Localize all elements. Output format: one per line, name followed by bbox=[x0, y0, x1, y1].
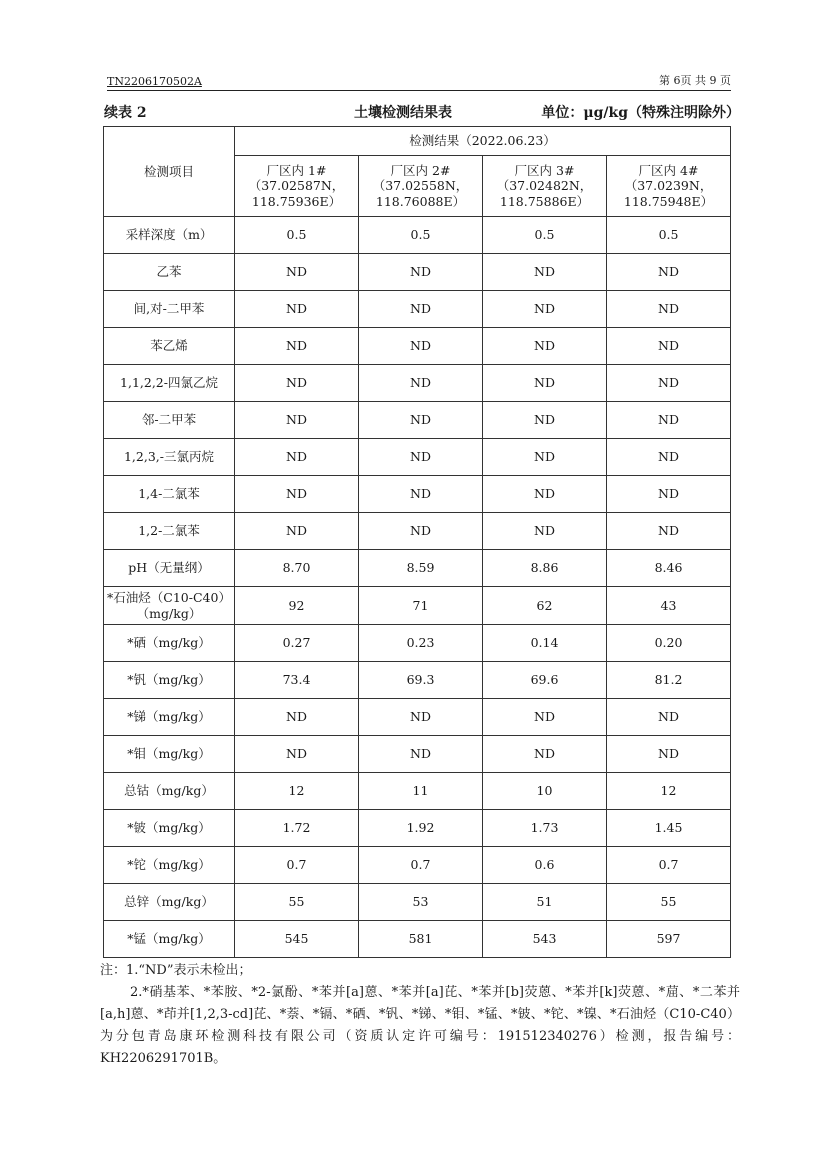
site-header: 厂区内 1# （37.02587N， 118.75936E） bbox=[235, 156, 359, 217]
value-cell: 0.5 bbox=[235, 217, 359, 254]
value-cell: ND bbox=[359, 254, 483, 291]
item-cell: 乙苯 bbox=[104, 254, 235, 291]
value-cell: 69.3 bbox=[359, 662, 483, 699]
table-row bbox=[104, 439, 731, 476]
value-cell: ND bbox=[607, 402, 731, 439]
page-info: 第 6页 共 9 页 bbox=[659, 74, 731, 87]
item-cell: *锰（mg/kg） bbox=[104, 921, 235, 958]
value-cell: 55 bbox=[235, 884, 359, 921]
table-row bbox=[104, 625, 731, 662]
value-cell: 92 bbox=[235, 587, 359, 625]
item-cell: 1,2,3,-三氯丙烷 bbox=[104, 439, 235, 476]
value-cell: 0.5 bbox=[483, 217, 607, 254]
table-row bbox=[104, 291, 731, 328]
value-cell: 1.92 bbox=[359, 810, 483, 847]
value-cell: ND bbox=[483, 513, 607, 550]
value-cell: 71 bbox=[359, 587, 483, 625]
table-title: 土壤检测结果表 bbox=[354, 105, 452, 121]
table-row bbox=[104, 476, 731, 513]
value-cell: 1.45 bbox=[607, 810, 731, 847]
item-cell: 间,对-二甲苯 bbox=[104, 291, 235, 328]
table-row bbox=[104, 921, 731, 958]
value-cell: ND bbox=[483, 328, 607, 365]
table-row bbox=[104, 328, 731, 365]
value-cell: ND bbox=[359, 476, 483, 513]
table-row bbox=[104, 587, 731, 625]
table-row bbox=[104, 773, 731, 810]
value-cell: ND bbox=[607, 439, 731, 476]
table-label: 续表 2 bbox=[104, 105, 147, 121]
item-cell: 1,2-二氯苯 bbox=[104, 513, 235, 550]
site-header: 厂区内 4# （37.0239N， 118.75948E） bbox=[607, 156, 731, 217]
item-cell: 1,4-二氯苯 bbox=[104, 476, 235, 513]
value-cell: ND bbox=[483, 439, 607, 476]
item-cell: 邻-二甲苯 bbox=[104, 402, 235, 439]
value-cell: ND bbox=[483, 254, 607, 291]
item-cell: *钒（mg/kg） bbox=[104, 662, 235, 699]
value-cell: ND bbox=[483, 736, 607, 773]
value-cell: 0.27 bbox=[235, 625, 359, 662]
item-column-header: 检测项目 bbox=[104, 127, 235, 217]
value-cell: ND bbox=[235, 699, 359, 736]
value-cell: 12 bbox=[607, 773, 731, 810]
value-cell: ND bbox=[607, 513, 731, 550]
table-row bbox=[104, 699, 731, 736]
item-cell: 苯乙烯 bbox=[104, 328, 235, 365]
value-cell: 597 bbox=[607, 921, 731, 958]
table-row bbox=[104, 254, 731, 291]
value-cell: 51 bbox=[483, 884, 607, 921]
value-cell: 53 bbox=[359, 884, 483, 921]
value-cell: ND bbox=[235, 476, 359, 513]
value-cell: ND bbox=[235, 439, 359, 476]
page-header bbox=[107, 74, 731, 91]
footnotes bbox=[100, 960, 740, 1070]
item-cell: *铍（mg/kg） bbox=[104, 810, 235, 847]
value-cell: ND bbox=[359, 736, 483, 773]
value-cell: 0.5 bbox=[607, 217, 731, 254]
item-cell: *钼（mg/kg） bbox=[104, 736, 235, 773]
item-cell: *锑（mg/kg） bbox=[104, 699, 235, 736]
value-cell: 8.59 bbox=[359, 550, 483, 587]
table-row bbox=[104, 847, 731, 884]
table-row bbox=[104, 217, 731, 254]
value-cell: ND bbox=[607, 736, 731, 773]
value-cell: ND bbox=[483, 699, 607, 736]
value-cell: 43 bbox=[607, 587, 731, 625]
value-cell: ND bbox=[235, 291, 359, 328]
item-cell: 采样深度（m） bbox=[104, 217, 235, 254]
value-cell: ND bbox=[607, 328, 731, 365]
value-cell: 1.73 bbox=[483, 810, 607, 847]
value-cell: 8.86 bbox=[483, 550, 607, 587]
table-row bbox=[104, 736, 731, 773]
value-cell: 0.14 bbox=[483, 625, 607, 662]
value-cell: 10 bbox=[483, 773, 607, 810]
item-cell: 总锌（mg/kg） bbox=[104, 884, 235, 921]
site-header: 厂区内 3# （37.02482N， 118.75886E） bbox=[483, 156, 607, 217]
item-cell: pH（无量纲） bbox=[104, 550, 235, 587]
value-cell: 0.20 bbox=[607, 625, 731, 662]
value-cell: ND bbox=[235, 254, 359, 291]
report-number: TN2206170502A bbox=[107, 75, 202, 88]
table-row bbox=[104, 550, 731, 587]
value-cell: 62 bbox=[483, 587, 607, 625]
table-row bbox=[104, 884, 731, 921]
value-cell: ND bbox=[359, 699, 483, 736]
value-cell: 0.7 bbox=[359, 847, 483, 884]
value-cell: 581 bbox=[359, 921, 483, 958]
value-cell: ND bbox=[607, 365, 731, 402]
value-cell: 81.2 bbox=[607, 662, 731, 699]
item-cell: *铊（mg/kg） bbox=[104, 847, 235, 884]
unit-label: 单位：μg/kg（特殊注明除外） bbox=[541, 105, 740, 121]
value-cell: 0.6 bbox=[483, 847, 607, 884]
item-cell: *石油烃（C10-C40） （mg/kg） bbox=[104, 587, 235, 625]
table-row bbox=[104, 402, 731, 439]
value-cell: 0.5 bbox=[359, 217, 483, 254]
value-cell: ND bbox=[359, 402, 483, 439]
item-cell: 总钴（mg/kg） bbox=[104, 773, 235, 810]
value-cell: ND bbox=[607, 291, 731, 328]
value-cell: ND bbox=[359, 291, 483, 328]
value-cell: ND bbox=[607, 476, 731, 513]
table-row bbox=[104, 662, 731, 699]
soil-test-results-table bbox=[103, 126, 731, 958]
item-cell: 1,1,2,2-四氯乙烷 bbox=[104, 365, 235, 402]
value-cell: 8.46 bbox=[607, 550, 731, 587]
value-cell: 12 bbox=[235, 773, 359, 810]
result-column-header: 检测结果（2022.06.23） bbox=[235, 127, 731, 156]
value-cell: ND bbox=[607, 699, 731, 736]
site-header: 厂区内 2# （37.02558N， 118.76088E） bbox=[359, 156, 483, 217]
value-cell: 0.23 bbox=[359, 625, 483, 662]
value-cell: 0.7 bbox=[235, 847, 359, 884]
table-title-row bbox=[104, 100, 740, 124]
value-cell: ND bbox=[359, 365, 483, 402]
value-cell: ND bbox=[235, 365, 359, 402]
footnote-1: 注：1.“ND”表示未检出； bbox=[100, 963, 252, 978]
value-cell: ND bbox=[235, 328, 359, 365]
value-cell: 0.7 bbox=[607, 847, 731, 884]
value-cell: ND bbox=[483, 402, 607, 439]
table-row bbox=[104, 513, 731, 550]
value-cell: 8.70 bbox=[235, 550, 359, 587]
value-cell: 73.4 bbox=[235, 662, 359, 699]
table-row bbox=[104, 365, 731, 402]
table-row bbox=[104, 810, 731, 847]
value-cell: ND bbox=[483, 365, 607, 402]
value-cell: ND bbox=[235, 513, 359, 550]
value-cell: 69.6 bbox=[483, 662, 607, 699]
item-cell: *硒（mg/kg） bbox=[104, 625, 235, 662]
footnote-2: 2.*硝基苯、*苯胺、*2-氯酚、*苯并[a]蒽、*苯并[a]芘、*苯并[b]荧蒽、*苯并[k]荧蒽、*䓛、*二苯并[a,h]蒽、*茚并[1,2,3-cd]芘、*萘、*镉、*硒、*钒、*锑、*钼、*锰、*铍、*铊、*镍、*石油烃（C10-C40）为分包青岛康环检测科技有限公司（资质认定许可编号：191512340276）检测，报告编号：KH2206291701B。 bbox=[100, 985, 740, 1066]
value-cell: 1.72 bbox=[235, 810, 359, 847]
value-cell: ND bbox=[359, 439, 483, 476]
value-cell: 545 bbox=[235, 921, 359, 958]
value-cell: ND bbox=[359, 328, 483, 365]
value-cell: 11 bbox=[359, 773, 483, 810]
value-cell: 543 bbox=[483, 921, 607, 958]
value-cell: ND bbox=[359, 513, 483, 550]
value-cell: ND bbox=[235, 402, 359, 439]
value-cell: ND bbox=[483, 476, 607, 513]
value-cell: 55 bbox=[607, 884, 731, 921]
value-cell: ND bbox=[483, 291, 607, 328]
value-cell: ND bbox=[235, 736, 359, 773]
value-cell: ND bbox=[607, 254, 731, 291]
